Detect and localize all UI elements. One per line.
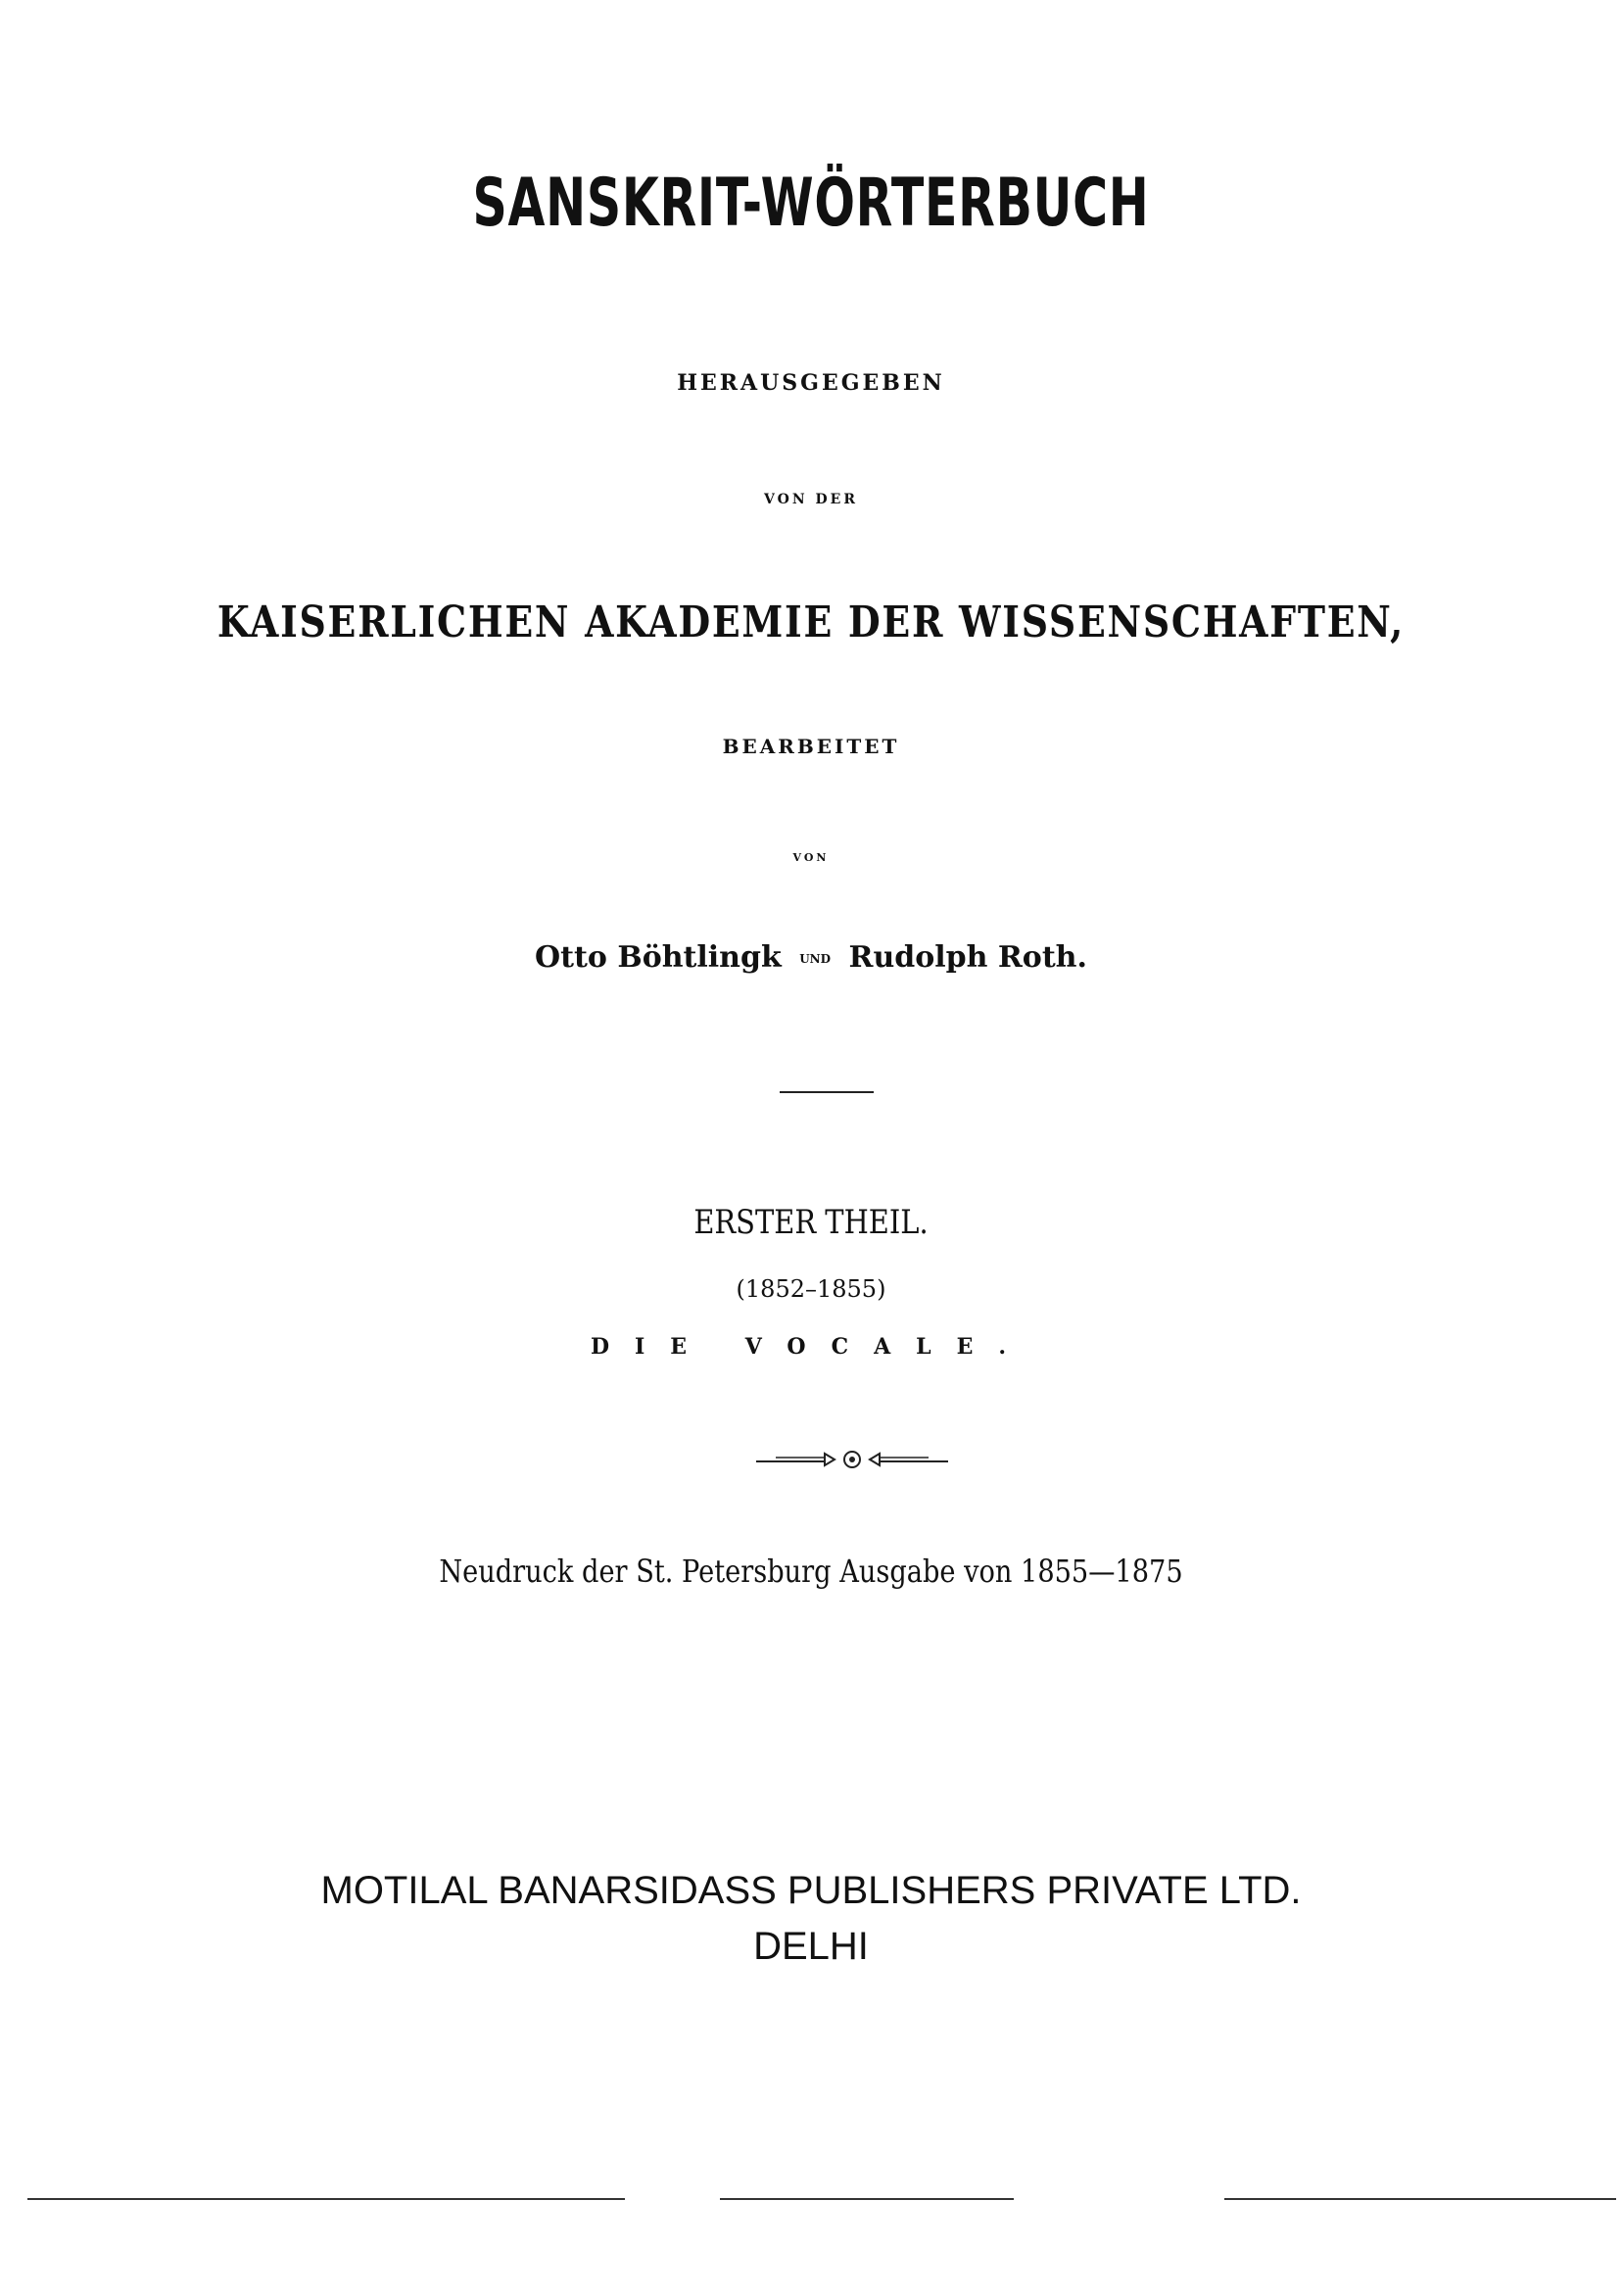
- footer-rule-right: [1224, 2198, 1616, 2200]
- divider-rule: [780, 1091, 874, 1093]
- academy-name: KAISERLICHEN AKADEMIE DER WISSENSCHAFTEN,: [216, 598, 1406, 647]
- reprint-note: Neudruck der St. Petersburg Ausgabe von 1855—1875: [439, 1553, 1183, 1590]
- part-title: ERSTER THEIL.: [693, 1203, 929, 1242]
- publisher-city: DELHI: [753, 1925, 869, 1968]
- part-subtitle: DIE VOCALE.: [590, 1334, 1032, 1360]
- part-years: (1852–1855): [736, 1275, 886, 1303]
- herausgegeben-label: HERAUSGEGEBEN: [677, 370, 945, 396]
- authors: [0, 940, 1622, 975]
- author-roth: Rudolph Roth.: [848, 940, 1087, 975]
- von-der-label: VON DER: [764, 492, 858, 507]
- footer-rule-middle: [720, 2198, 1014, 2200]
- book-title: SANSKRIT-WÖRTERBUCH: [472, 165, 1150, 242]
- von-label: VON: [792, 851, 830, 864]
- publisher-name: MOTILAL BANARSIDASS PUBLISHERS PRIVATE LTD.: [320, 1869, 1302, 1912]
- und-label: UND: [799, 952, 832, 966]
- author-boehtlingk: Otto Böhtlingk: [535, 940, 782, 975]
- ornament-icon: [756, 1448, 948, 1471]
- bearbeitet-label: BEARBEITET: [722, 735, 900, 758]
- footer-rule-left: [27, 2198, 625, 2200]
